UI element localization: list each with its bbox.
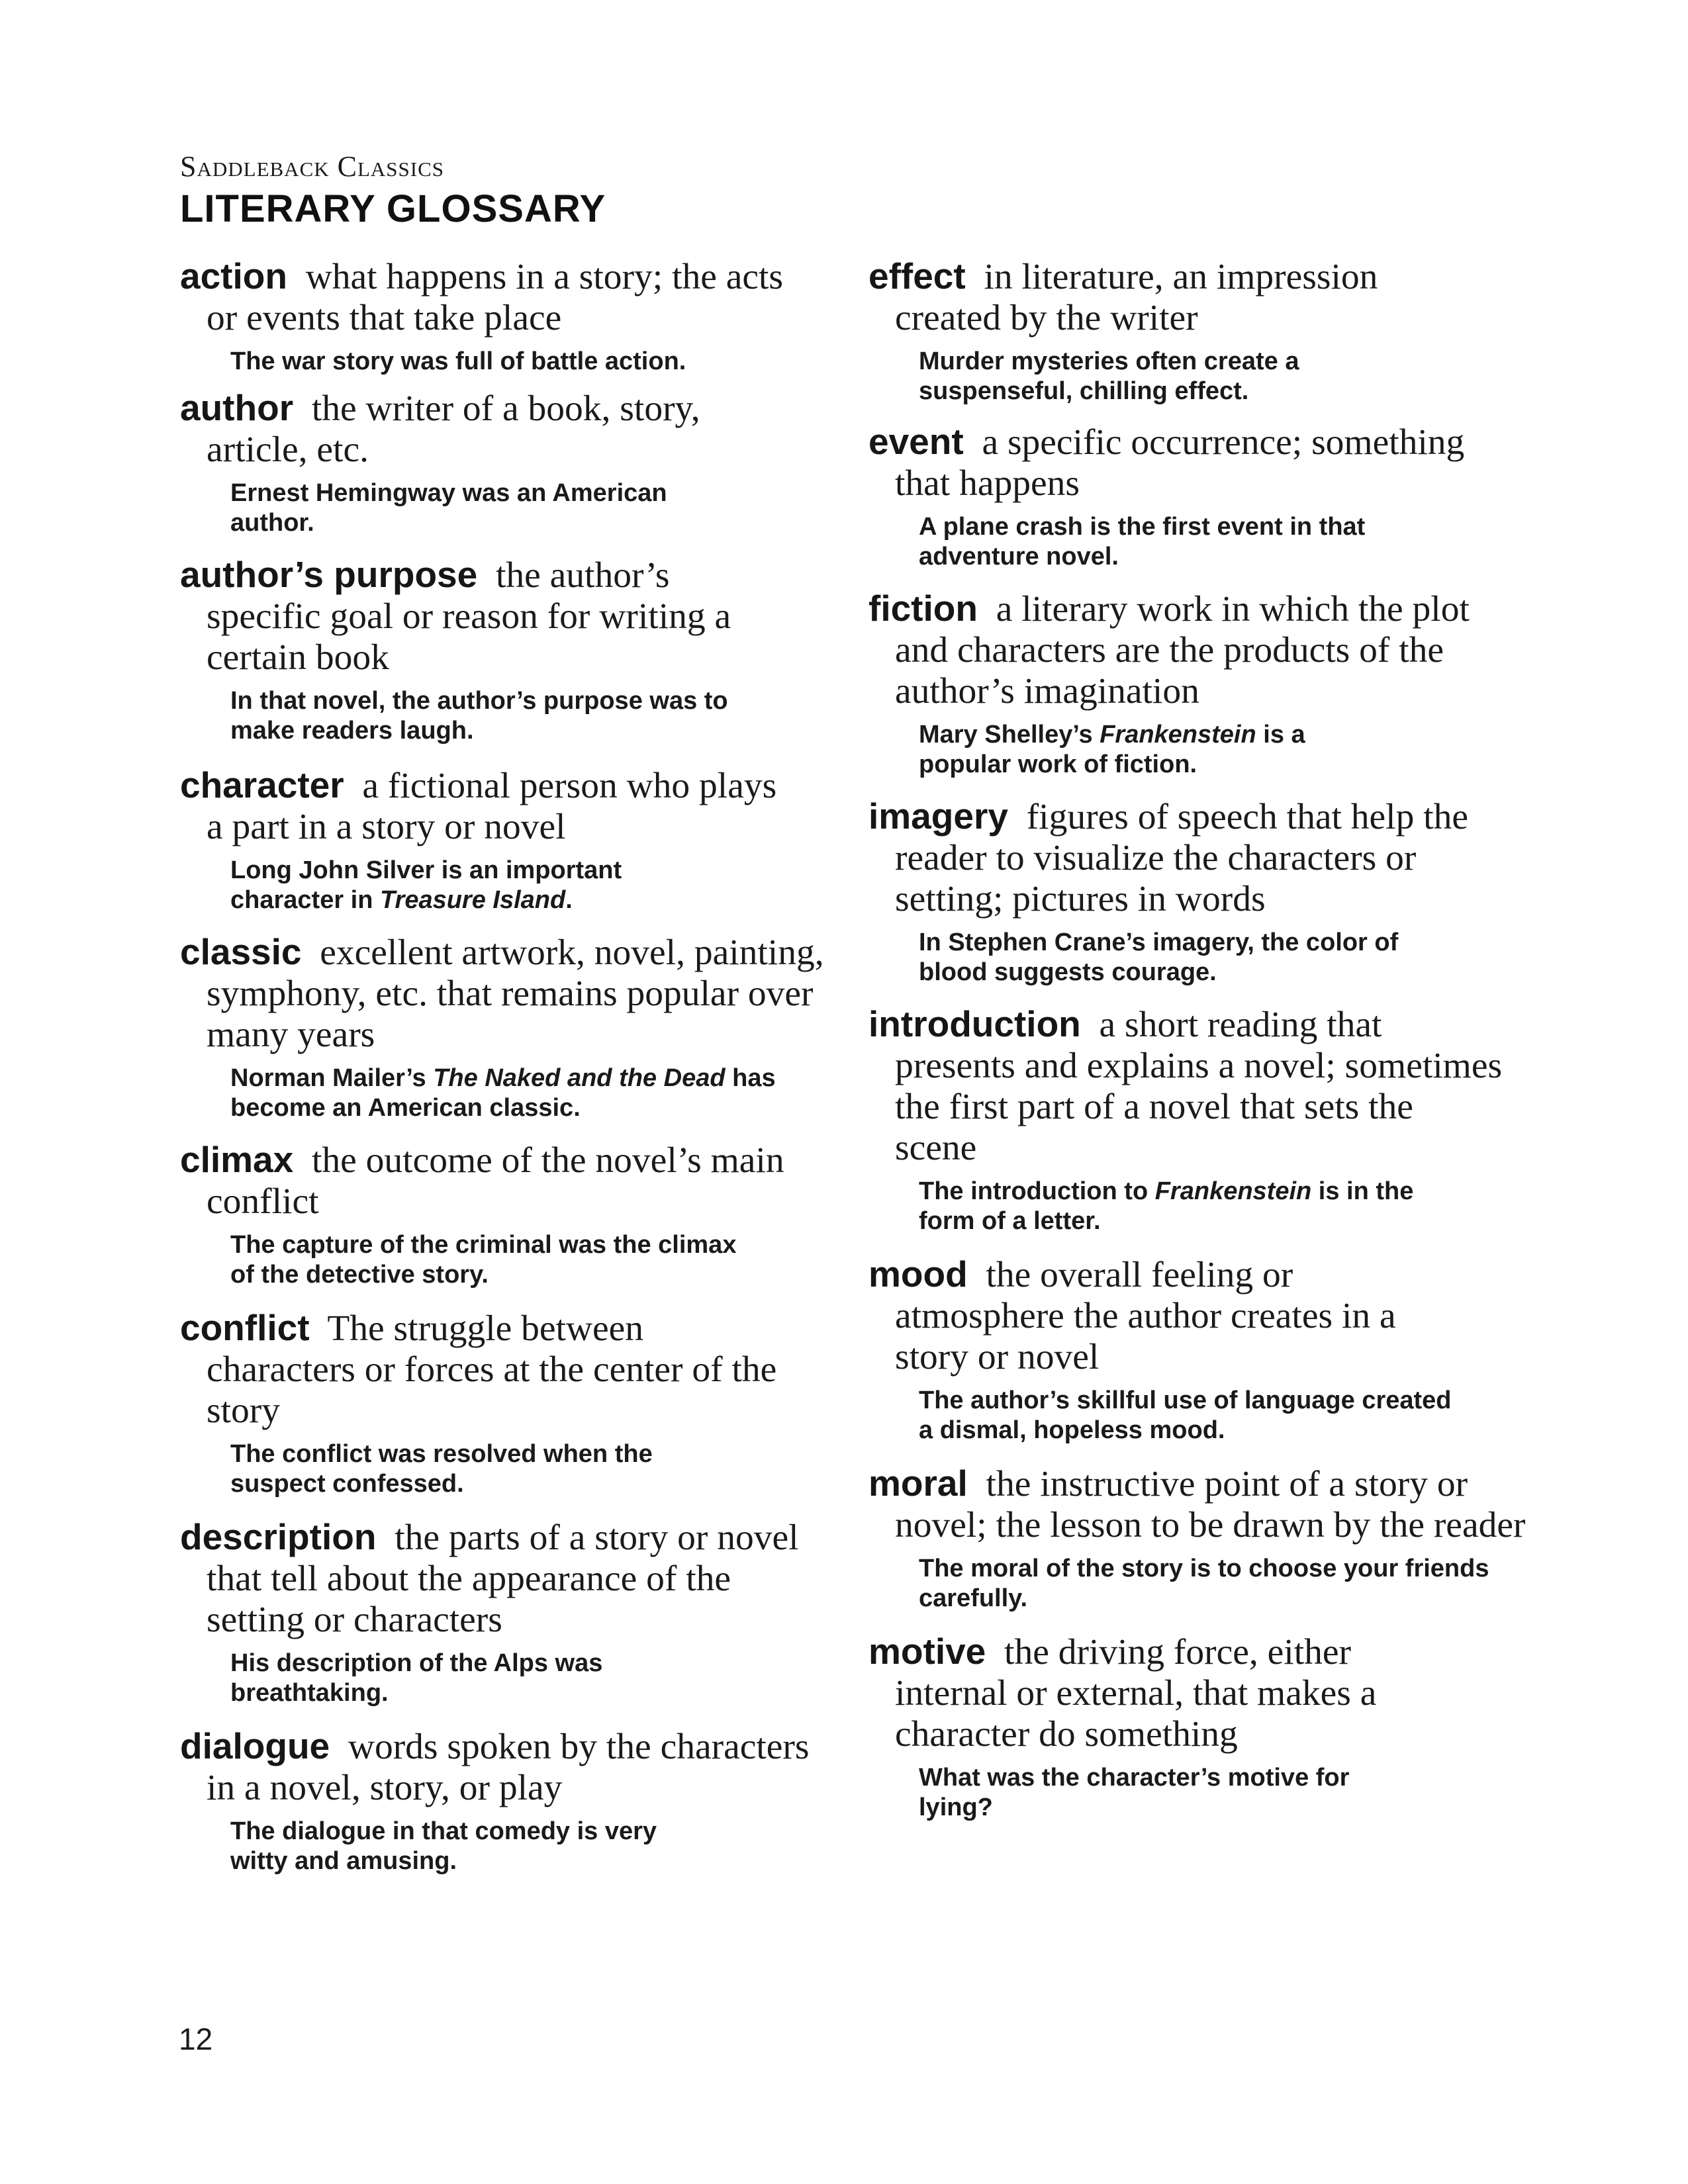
entry-definition-text: a specific occurrence; something that happens	[895, 422, 1465, 504]
glossary-entry-introduction	[868, 1003, 1517, 1236]
glossary-entry-description	[180, 1516, 829, 1708]
entry-definition	[180, 1725, 842, 1809]
entry-example: The moral of the story is to choose your friends carefully.	[919, 1555, 1489, 1612]
entry-term: moral	[868, 1463, 968, 1504]
book-title: Treasure Island	[380, 886, 566, 914]
example-text: Norman Mailer’s	[230, 1064, 434, 1092]
glossary-entry-motive	[868, 1631, 1517, 1823]
entry-term: introduction	[868, 1003, 1081, 1044]
entry-term: motive	[868, 1631, 986, 1672]
entry-example: The author’s skillful use of language created a dismal, hopeless mood.	[919, 1387, 1452, 1444]
entry-definition	[180, 931, 842, 1056]
glossary-entry-fiction	[868, 588, 1517, 780]
example-text: has become an American classic.	[230, 1064, 776, 1122]
glossary-entry-action	[180, 255, 829, 377]
entry-definition-text: the driving force, either internal or external, that makes a character do something	[895, 1632, 1377, 1754]
entry-definition	[868, 255, 1491, 339]
page-title: LITERARY GLOSSARY	[180, 187, 606, 230]
entry-term: conflict	[180, 1307, 310, 1348]
entry-definition-text: a short reading that presents and explains a novel; sometimes the first part of a novel that sets the scene	[895, 1005, 1503, 1168]
entry-term: climax	[180, 1139, 294, 1180]
entry-example: His description of the Alps was breathtaking.	[230, 1649, 603, 1707]
entry-term: description	[180, 1516, 377, 1557]
glossary-entry-author	[180, 387, 829, 538]
glossary-entry-moral	[868, 1463, 1526, 1614]
example-text: Long John Silver is an important character in	[230, 856, 622, 914]
entry-term: mood	[868, 1253, 968, 1295]
entry-definition	[868, 796, 1530, 920]
entry-example	[230, 856, 733, 915]
glossary-entry-classic	[180, 931, 829, 1123]
entry-definition-text: what happens in a story; the acts or events that take place	[207, 257, 784, 338]
page-number: 12	[179, 2022, 213, 2056]
entry-definition-text: the writer of a book, story, article, etc.	[207, 388, 700, 470]
glossary-entry-event	[868, 421, 1517, 572]
entry-definition-text: the parts of a story or novel that tell about the appearance of the setting or characters	[207, 1518, 799, 1640]
entry-definition-text: in literature, an impression created by the writer	[895, 257, 1378, 338]
entry-definition	[180, 764, 789, 848]
entry-example: A plane crash is the first event in that adventure novel.	[919, 513, 1366, 570]
entry-example: The capture of the criminal was the climax of the detective story.	[230, 1231, 737, 1289]
entry-example	[919, 720, 1395, 780]
example-text: .	[565, 886, 573, 914]
book-title: Frankenstein	[1154, 1177, 1312, 1205]
entry-example: What was the character’s motive for lying?	[919, 1764, 1350, 1821]
entry-example: Murder mysteries often create a suspenseful, chilling effect.	[919, 347, 1299, 405]
entry-term: character	[180, 764, 344, 805]
entry-term: author	[180, 387, 294, 428]
entry-definition-text: The struggle between characters or forces at the center of the story	[207, 1308, 777, 1431]
glossary-entry-authors-purpose	[180, 554, 829, 746]
entry-definition-text: excellent artwork, novel, painting, symphony, etc. that remains popular over many years	[207, 933, 824, 1055]
entry-definition	[180, 255, 802, 339]
entry-definition	[868, 1003, 1504, 1169]
entry-definition-text: the overall feeling or atmosphere the author creates in a story or novel	[895, 1255, 1396, 1377]
entry-definition-text: words spoken by the characters in a novel, story, or play	[207, 1727, 810, 1808]
entry-definition	[180, 1307, 789, 1432]
series-name: Saddleback Classics	[180, 150, 445, 183]
example-text: is a popular work of fiction.	[919, 721, 1305, 778]
glossary-right-column	[868, 255, 1526, 1823]
entry-example: The conflict was resolved when the suspect confessed.	[230, 1440, 653, 1498]
entry-definition-text: figures of speech that help the reader to visualize the characters or setting; pictures in words	[895, 797, 1469, 919]
entry-definition	[868, 1463, 1530, 1546]
entry-definition-text: the author’s specific goal or reason for writing a certain book	[207, 555, 731, 678]
entry-definition	[180, 554, 789, 678]
entry-term: author’s purpose	[180, 554, 478, 595]
entry-example: In Stephen Crane’s imagery, the color of blood suggests courage.	[919, 929, 1399, 986]
entry-definition	[180, 387, 802, 471]
entry-definition	[180, 1516, 816, 1641]
entry-example	[919, 1177, 1422, 1236]
glossary-entry-dialogue	[180, 1725, 829, 1876]
entry-example: The dialogue in that comedy is very witty and amusing.	[230, 1817, 657, 1875]
glossary-entry-climax	[180, 1139, 829, 1290]
glossary-entry-imagery	[868, 796, 1517, 987]
entry-definition	[868, 421, 1477, 504]
entry-definition-text: a literary work in which the plot and characters are the products of the author’s imagination	[895, 589, 1470, 711]
entry-definition-text: the outcome of the novel’s main conflict	[207, 1140, 784, 1222]
entry-term: effect	[868, 255, 966, 296]
book-title: The Naked and the Dead	[433, 1064, 726, 1092]
entry-example: Ernest Hemingway was an American author.	[230, 479, 667, 537]
glossary-entry-character	[180, 764, 829, 915]
example-text: Mary Shelley’s	[919, 721, 1100, 749]
entry-definition	[868, 588, 1517, 712]
example-text: is in the form of a letter.	[919, 1177, 1414, 1235]
glossary-entry-mood	[868, 1253, 1517, 1445]
entry-term: action	[180, 255, 287, 296]
entry-definition	[180, 1139, 816, 1222]
entry-example: In that novel, the author’s purpose was to make readers laugh.	[230, 687, 728, 745]
example-text: The introduction to	[919, 1177, 1155, 1205]
entry-example	[230, 1064, 813, 1123]
entry-example: The war story was full of battle action.	[230, 347, 686, 375]
entry-term: event	[868, 421, 964, 462]
glossary-left-column	[180, 255, 829, 1876]
glossary-entry-effect	[868, 255, 1517, 406]
entry-term: dialogue	[180, 1725, 330, 1766]
entry-definition	[868, 1253, 1438, 1378]
entry-definition-text: the instructive point of a story or novel; the lesson to be drawn by the reader	[895, 1464, 1526, 1545]
entry-definition	[868, 1631, 1464, 1755]
glossary-entry-conflict	[180, 1307, 829, 1499]
entry-term: classic	[180, 931, 302, 972]
entry-term: fiction	[868, 588, 978, 629]
entry-term: imagery	[868, 796, 1008, 837]
entry-definition-text: a fictional person who plays a part in a story or novel	[207, 766, 777, 847]
book-title: Frankenstein	[1100, 721, 1256, 749]
